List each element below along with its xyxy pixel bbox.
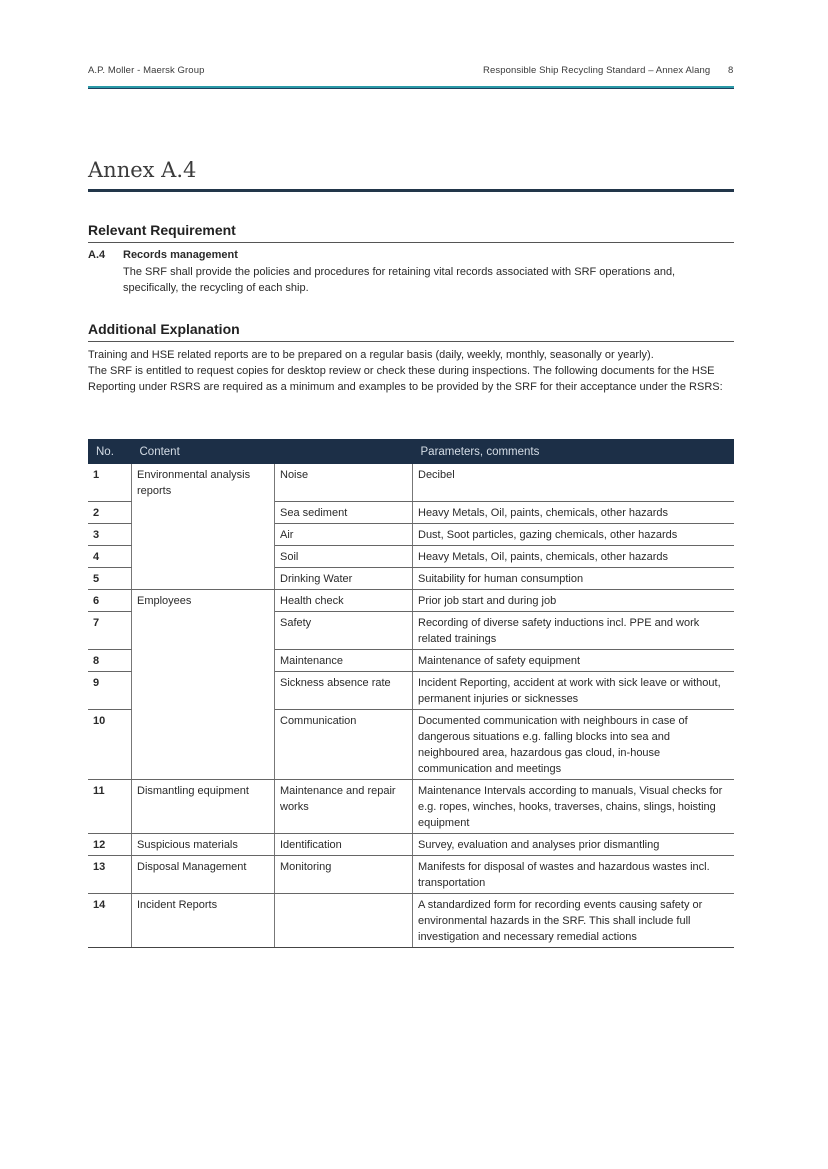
row-content <box>132 709 275 779</box>
row-parameter: Maintenance and repair works <box>275 779 413 833</box>
relevant-requirement-heading: Relevant Requirement <box>88 222 236 238</box>
table-row <box>88 589 734 611</box>
header-content: Content <box>132 439 275 464</box>
row-comment: Prior job start and during job <box>413 589 735 611</box>
row-number: 2 <box>88 501 132 523</box>
row-number: 7 <box>88 611 132 649</box>
table-row <box>88 501 734 523</box>
table-row <box>88 709 734 779</box>
relevant-requirement-rule <box>88 242 734 243</box>
row-parameter: Communication <box>275 709 413 779</box>
row-comment: Documented communication with neighbours in case of dangerous situations e.g. falling blocks into sea and neighboured area, hazardous gas cloud, in-house communication and meetings <box>413 709 735 779</box>
explanation-text <box>88 347 728 395</box>
row-comment: Suitability for human consumption <box>413 567 735 589</box>
row-number: 1 <box>88 464 132 501</box>
explanation-line-1: Training and HSE related reports are to be prepared on a regular basis (daily, weekly, monthly, seasonally or yearly). <box>88 349 654 361</box>
row-content: Disposal Management <box>132 855 275 893</box>
row-number: 9 <box>88 671 132 709</box>
row-content: Environmental analysis reports <box>132 464 275 501</box>
header-param-spacer <box>275 439 413 464</box>
table-row <box>88 649 734 671</box>
row-content: Employees <box>132 589 275 611</box>
table-row <box>88 545 734 567</box>
row-comment: A standardized form for recording events causing safety or environmental hazards in the SRF. This shall include full investigation and necessary remedial actions <box>413 893 735 947</box>
row-comment: Manifests for disposal of wastes and hazardous wastes incl. transportation <box>413 855 735 893</box>
row-parameter: Safety <box>275 611 413 649</box>
row-comment: Maintenance of safety equipment <box>413 649 735 671</box>
row-comment: Heavy Metals, Oil, paints, chemicals, other hazards <box>413 501 735 523</box>
row-parameter: Noise <box>275 464 413 501</box>
row-content <box>132 545 275 567</box>
header-rule-dark <box>88 88 734 89</box>
row-parameter: Health check <box>275 589 413 611</box>
table-row <box>88 779 734 833</box>
row-comment: Incident Reporting, accident at work with sick leave or without, permanent injuries or sicknesses <box>413 671 735 709</box>
table-row <box>88 523 734 545</box>
table-row <box>88 611 734 649</box>
header-left: A.P. Moller - Maersk Group <box>88 65 205 76</box>
row-content <box>132 671 275 709</box>
requirement-title: Records management <box>123 249 238 261</box>
row-content <box>132 649 275 671</box>
table-row <box>88 833 734 855</box>
additional-explanation-heading: Additional Explanation <box>88 321 240 337</box>
row-comment: Dust, Soot particles, gazing chemicals, other hazards <box>413 523 735 545</box>
row-comment: Heavy Metals, Oil, paints, chemicals, other hazards <box>413 545 735 567</box>
row-parameter: Drinking Water <box>275 567 413 589</box>
requirement-code: A.4 <box>88 249 106 261</box>
page-number: 8 <box>728 65 734 76</box>
annex-title-rule <box>88 189 734 192</box>
row-number: 11 <box>88 779 132 833</box>
row-parameter: Air <box>275 523 413 545</box>
row-number: 3 <box>88 523 132 545</box>
header-no: No. <box>88 439 132 464</box>
explanation-line-2: The SRF is entitled to request copies for desktop review or check these during inspections. The following documents for the HSE Reporting under RSRS are required as a minimum and examples to be provided by the SRF for their acceptance under the RSRS: <box>88 365 723 393</box>
row-parameter: Identification <box>275 833 413 855</box>
row-parameter: Soil <box>275 545 413 567</box>
row-parameter: Sea sediment <box>275 501 413 523</box>
row-number: 6 <box>88 589 132 611</box>
header-right: Responsible Ship Recycling Standard – Annex Alang <box>483 65 711 76</box>
row-number: 13 <box>88 855 132 893</box>
row-content <box>132 523 275 545</box>
row-parameter: Monitoring <box>275 855 413 893</box>
row-comment: Decibel <box>413 464 735 501</box>
row-number: 14 <box>88 893 132 947</box>
records-table <box>88 439 734 948</box>
row-content: Dismantling equipment <box>132 779 275 833</box>
row-content <box>132 501 275 523</box>
header-params: Parameters, comments <box>413 439 735 464</box>
row-comment: Recording of diverse safety inductions incl. PPE and work related trainings <box>413 611 735 649</box>
table-header-row <box>88 439 734 464</box>
table-row <box>88 893 734 947</box>
requirement-text: The SRF shall provide the policies and procedures for retaining vital records associated with SRF operations and, specifically, the recycling of each ship. <box>123 266 676 294</box>
row-parameter: Maintenance <box>275 649 413 671</box>
row-content <box>132 611 275 649</box>
table-row <box>88 855 734 893</box>
row-content: Suspicious materials <box>132 833 275 855</box>
row-parameter <box>275 893 413 947</box>
row-number: 12 <box>88 833 132 855</box>
row-content: Incident Reports <box>132 893 275 947</box>
row-comment: Maintenance Intervals according to manuals, Visual checks for e.g. ropes, winches, hooks, traverses, chains, slings, hoisting equipment <box>413 779 735 833</box>
table-row <box>88 567 734 589</box>
row-number: 8 <box>88 649 132 671</box>
row-number: 4 <box>88 545 132 567</box>
additional-explanation-rule <box>88 341 734 342</box>
table-row <box>88 464 734 501</box>
row-number: 10 <box>88 709 132 779</box>
row-comment: Survey, evaluation and analyses prior dismantling <box>413 833 735 855</box>
row-number: 5 <box>88 567 132 589</box>
row-parameter: Sickness absence rate <box>275 671 413 709</box>
table-row <box>88 671 734 709</box>
row-content <box>132 567 275 589</box>
annex-title: Annex A.4 <box>88 158 197 182</box>
